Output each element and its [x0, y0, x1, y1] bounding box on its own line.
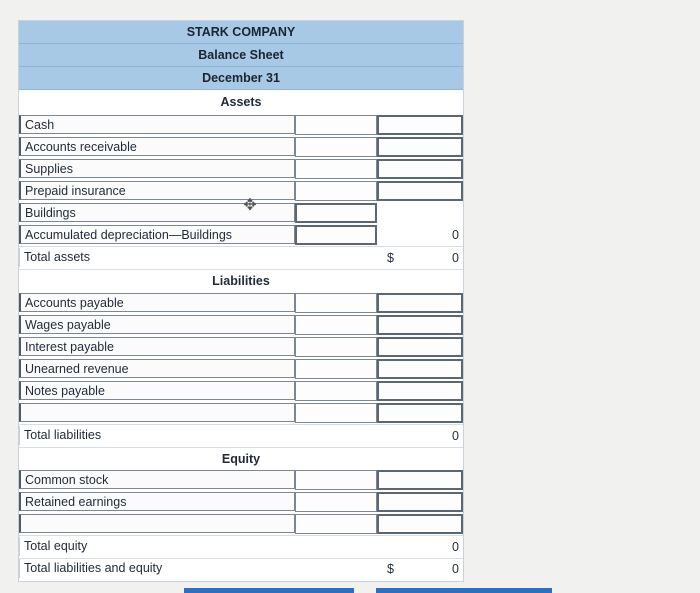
asset-label-supplies[interactable]: Supplies	[19, 159, 295, 178]
notes-payable-total-input[interactable]	[377, 381, 463, 401]
retained-earnings-total-input[interactable]	[377, 492, 463, 512]
divider	[19, 424, 463, 425]
unearned-revenue-amount-input[interactable]	[295, 359, 377, 379]
total-liabilities-value: 0	[452, 429, 459, 443]
total-liabilities-equity-label: Total liabilities and equity	[19, 559, 295, 578]
liability-label-wages-payable[interactable]: Wages payable	[19, 315, 295, 334]
accum-depreciation-amount-input[interactable]	[295, 225, 377, 245]
supplies-total-input[interactable]	[377, 159, 463, 179]
liability-label-interest-payable[interactable]: Interest payable	[19, 337, 295, 356]
buildings-amount-input[interactable]	[295, 203, 377, 223]
total-equity-label: Total equity	[19, 537, 295, 556]
equity-heading: Equity	[221, 452, 261, 466]
wages-payable-amount-input[interactable]	[295, 315, 377, 335]
accounts-payable-total-input[interactable]	[377, 293, 463, 313]
liability-label-notes-payable[interactable]: Notes payable	[19, 381, 295, 400]
equity-label-retained-earnings[interactable]: Retained earnings	[19, 492, 295, 511]
bottom-tab-bar[interactable]	[184, 588, 354, 593]
asset-label-accum-depreciation[interactable]: Accumulated depreciation—Buildings	[19, 225, 295, 244]
total-assets-label: Total assets	[19, 248, 295, 267]
common-stock-total-input[interactable]	[377, 470, 463, 490]
blank-liability-total-input[interactable]	[377, 403, 463, 423]
wages-payable-total-input[interactable]	[377, 315, 463, 335]
liabilities-heading: Liabilities	[212, 274, 270, 288]
blank-liability-amount-input[interactable]	[295, 403, 377, 423]
equity-label-common-stock[interactable]: Common stock	[19, 470, 295, 489]
supplies-amount-input[interactable]	[295, 159, 377, 179]
statement-date: December 31	[19, 67, 463, 90]
notes-payable-amount-input[interactable]	[295, 381, 377, 401]
asset-label-cash[interactable]: Cash	[19, 115, 295, 134]
accum-depreciation-value: 0	[452, 228, 459, 242]
cash-total-input[interactable]	[377, 115, 463, 135]
accounts-receivable-amount-input[interactable]	[295, 137, 377, 157]
accounts-receivable-total-input[interactable]	[377, 137, 463, 157]
total-assets-value: 0	[452, 251, 459, 265]
move-cursor-icon: ✥	[243, 197, 257, 214]
blank-equity-amount-input[interactable]	[295, 514, 377, 534]
statement-title: Balance Sheet	[19, 44, 463, 67]
common-stock-amount-input[interactable]	[295, 470, 377, 490]
total-equity-value: 0	[452, 540, 459, 554]
asset-label-prepaid-insurance[interactable]: Prepaid insurance	[19, 181, 295, 200]
divider	[19, 246, 463, 247]
divider	[19, 535, 463, 536]
total-liabilities-label: Total liabilities	[19, 426, 295, 445]
accounts-payable-amount-input[interactable]	[295, 293, 377, 313]
liability-label-accounts-payable[interactable]: Accounts payable	[19, 293, 295, 312]
retained-earnings-amount-input[interactable]	[295, 492, 377, 512]
prepaid-insurance-amount-input[interactable]	[295, 181, 377, 201]
bottom-tab-bar[interactable]	[376, 588, 552, 593]
interest-payable-amount-input[interactable]	[295, 337, 377, 357]
blank-equity-label[interactable]	[19, 514, 295, 533]
assets-heading: Assets	[220, 95, 262, 109]
total-assets-currency: $	[387, 251, 394, 265]
blank-liability-label[interactable]	[19, 403, 295, 422]
unearned-revenue-total-input[interactable]	[377, 359, 463, 379]
blank-equity-total-input[interactable]	[377, 514, 463, 534]
total-liabilities-equity-currency: $	[387, 562, 394, 576]
prepaid-insurance-total-input[interactable]	[377, 181, 463, 201]
asset-label-buildings[interactable]: Buildings	[19, 203, 295, 222]
interest-payable-total-input[interactable]	[377, 337, 463, 357]
cash-amount-input[interactable]	[295, 115, 377, 135]
total-liabilities-equity-value: 0	[452, 562, 459, 576]
asset-label-accounts-receivable[interactable]: Accounts receivable	[19, 137, 295, 156]
balance-sheet	[18, 20, 464, 582]
liability-label-unearned-revenue[interactable]: Unearned revenue	[19, 359, 295, 378]
company-name: STARK COMPANY	[19, 21, 463, 44]
